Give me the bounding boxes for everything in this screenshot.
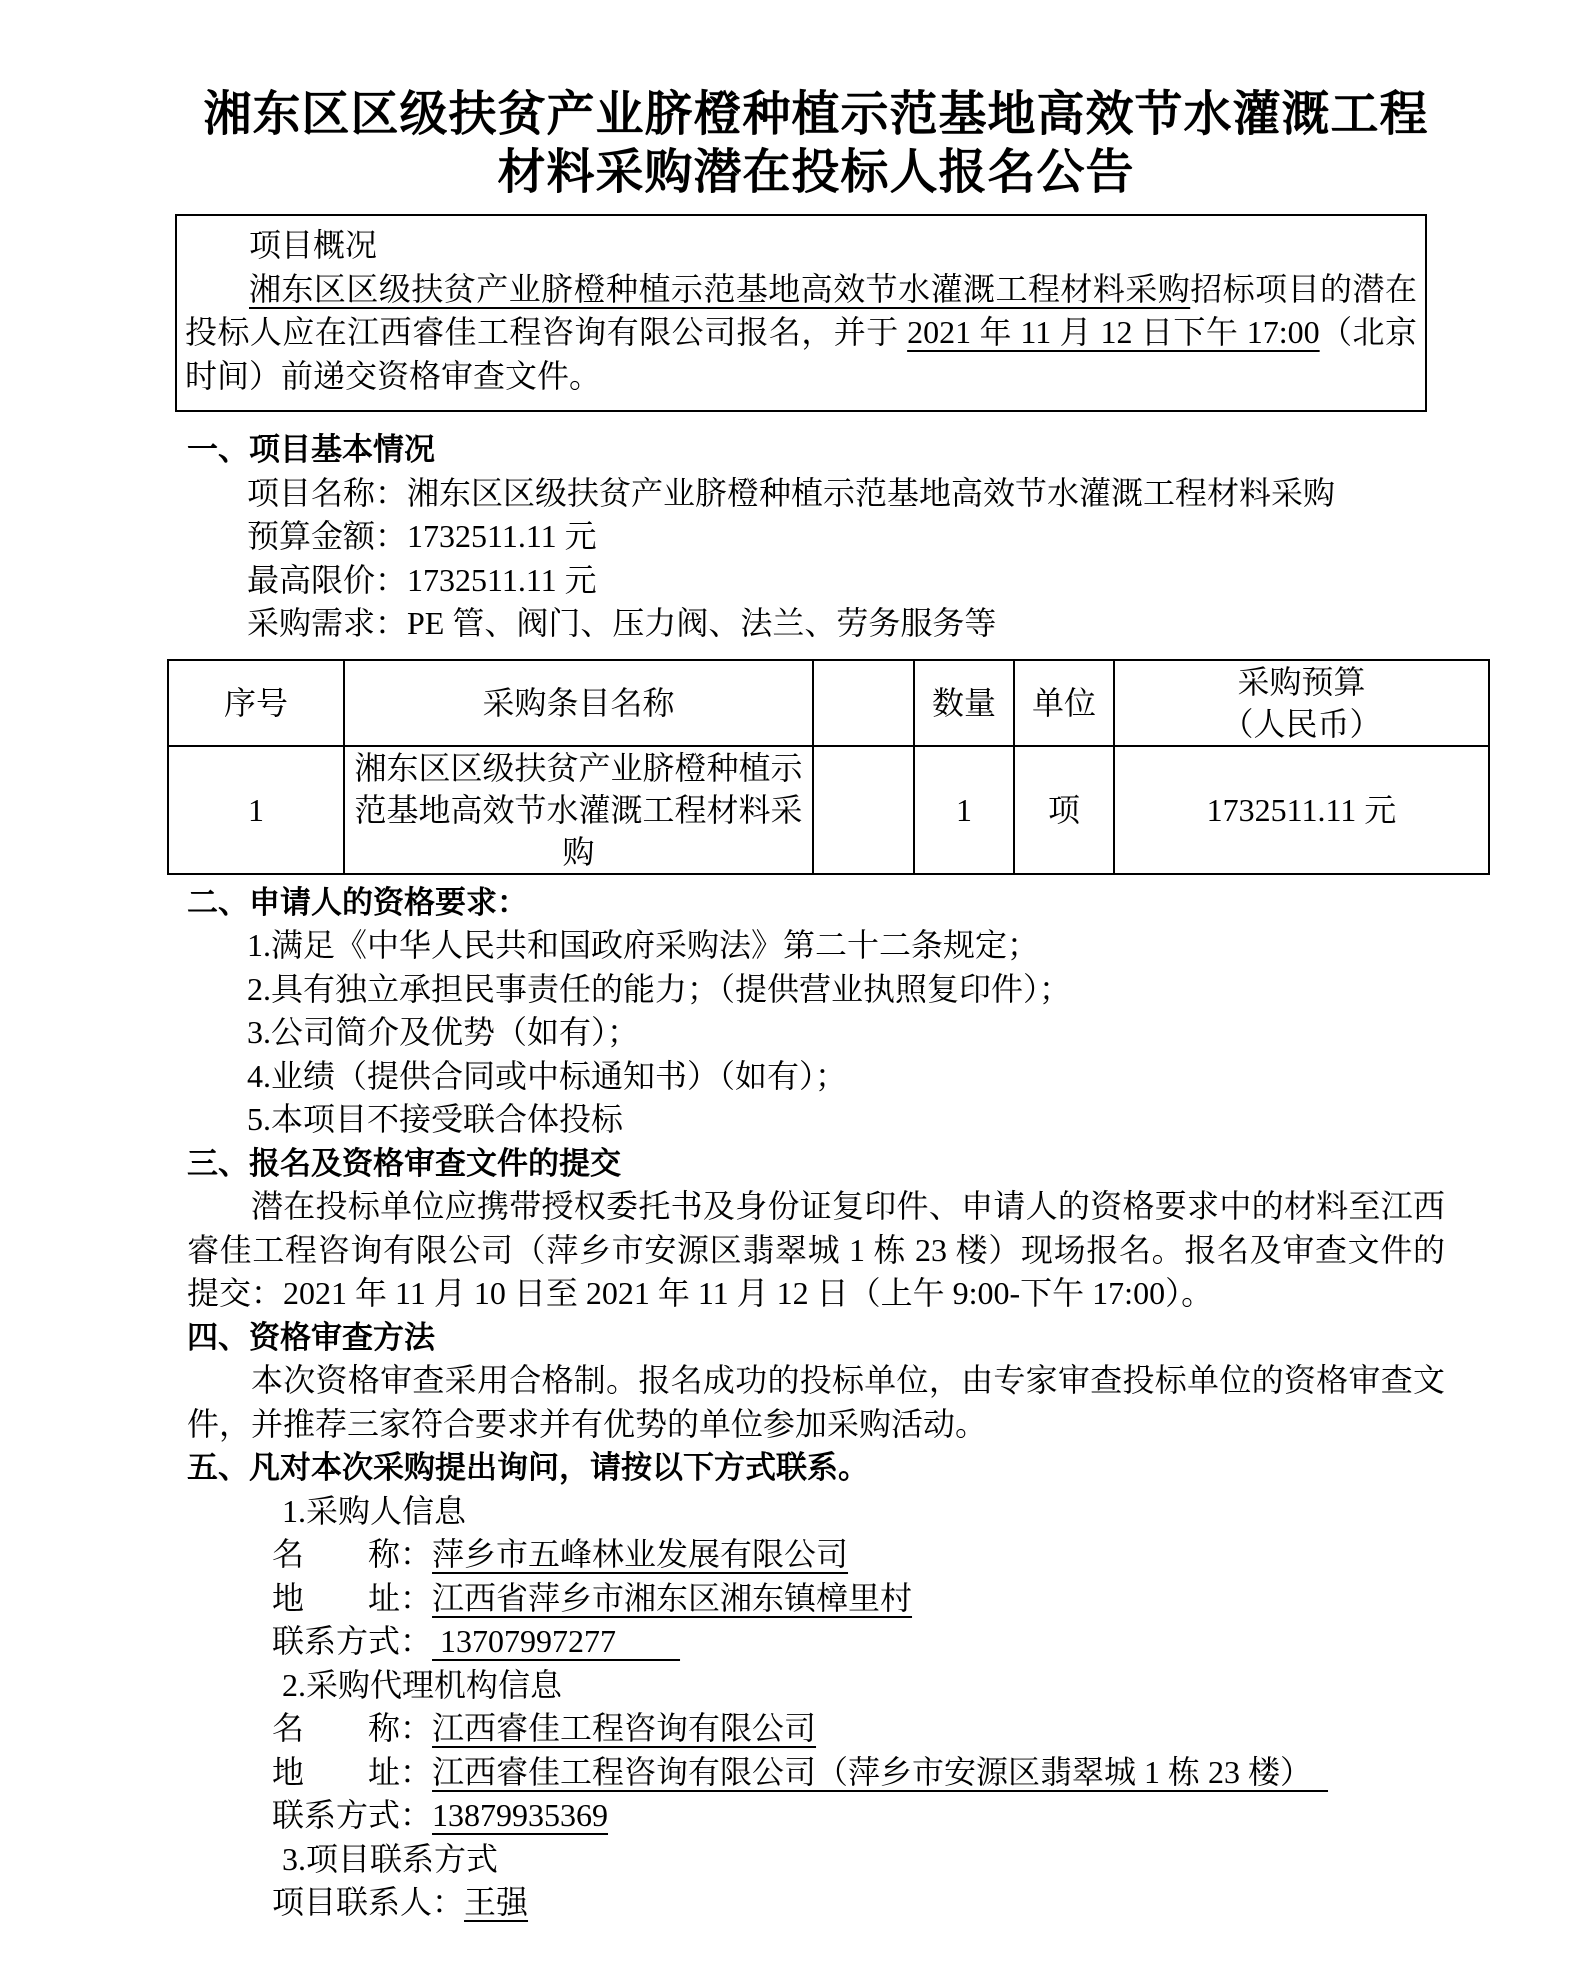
buyer-address-line (187, 1577, 1445, 1621)
header-serial-number: 序号 (168, 660, 344, 746)
agent-phone-label: 联系方式： (272, 1797, 433, 1833)
header-budget-line1: 采购预算 (1237, 663, 1366, 700)
section3-heading: 三、报名及资格审查文件的提交 (187, 1145, 621, 1181)
buyer-address-value: 江西省萍乡市湘东区湘东镇樟里村 (432, 1579, 913, 1616)
agent-phone-value: 13879935369 (432, 1797, 609, 1833)
page-title-line1: 湘东区区级扶贫产业脐橙种植示范基地高效节水灌溉工程 (203, 88, 1429, 141)
qualification-item-5: 5.本项目不接受联合体投标 (247, 1101, 624, 1137)
header-budget (1114, 660, 1489, 746)
agent-name-value: 江西睿佳工程咨询有限公司 (432, 1710, 817, 1746)
project-contact-subheading: 3.项目联系方式 (282, 1840, 499, 1877)
project-contact-line (187, 1881, 1445, 1925)
qualification-item-2: 2.具有独立承担民事责任的能力；（提供营业执照复印件）； (247, 970, 1072, 1007)
cell-unit: 项 (1014, 746, 1114, 874)
overview-paragraph (185, 268, 1417, 399)
max-price-line: 最高限价：1732511.11 元 (247, 561, 597, 598)
budget-amount-line: 预算金额：1732511.11 元 (247, 518, 597, 554)
buyer-address-label: 地 址： (272, 1579, 433, 1616)
procurement-items-table (167, 659, 1490, 875)
agent-phone-line (187, 1794, 1445, 1838)
overview-project-name: 湘东区区级扶贫产业脐橙种植示范基地高效节水灌溉工程材料采购 (249, 270, 1191, 307)
overview-box (175, 214, 1427, 412)
overview-text-1: 招标项目的潜在投标人应在江西睿佳工程咨询有限公司报名，并于 (185, 270, 1417, 350)
buyer-name-line (187, 1533, 1445, 1577)
header-unit: 单位 (1014, 660, 1114, 746)
agent-info-subheading: 2.采购代理机构信息 (282, 1666, 563, 1703)
project-name-line: 项目名称：湘东区区级扶贫产业脐橙种植示范基地高效节水灌溉工程材料采购 (247, 474, 1336, 511)
agent-address-value: 江西睿佳工程咨询有限公司（萍乡市安源区翡翠城 1 栋 23 楼） (432, 1753, 1329, 1790)
agent-name-label: 名 称： (272, 1710, 433, 1746)
section2-heading: 二、申请人的资格要求： (187, 884, 528, 920)
table-row (168, 746, 1489, 874)
project-contact-name: 王强 (464, 1884, 529, 1920)
section4-heading: 四、资格审查方法 (187, 1319, 435, 1355)
cell-item-name: 湘东区区级扶贫产业脐橙种植示范基地高效节水灌溉工程材料采购 (344, 746, 813, 874)
cell-budget: 1732511.11 元 (1114, 746, 1489, 874)
qualification-item-1: 1.满足《中华人民共和国政府采购法》第二十二条规定； (247, 927, 1040, 963)
project-contact-label: 项目联系人： (272, 1884, 465, 1920)
header-empty (813, 660, 914, 746)
header-item-name: 采购条目名称 (344, 660, 813, 746)
overview-heading: 项目概况 (249, 227, 378, 263)
page-title (187, 86, 1445, 202)
overview-deadline: 2021 年 11 月 12 日下午 17:00 (907, 314, 1320, 350)
section5-heading: 五、凡对本次采购提出询问，请按以下方式联系。 (187, 1450, 869, 1485)
buyer-name-label: 名 称： (272, 1536, 433, 1572)
header-budget-line2: （人民币） (1221, 705, 1382, 742)
table-header-row (168, 660, 1489, 746)
buyer-phone-label: 联系方式： (272, 1623, 433, 1659)
qualification-item-4: 4.业绩（提供合同或中标通知书）（如有）； (247, 1057, 848, 1094)
qualification-item-3: 3.公司简介及优势（如有）； (247, 1014, 640, 1050)
header-quantity: 数量 (914, 660, 1014, 746)
buyer-info-subheading: 1.采购人信息 (282, 1492, 467, 1529)
overview-text-2: （北京时间）前递交资格审查文件。 (185, 314, 1417, 394)
buyer-phone-line (187, 1620, 1445, 1664)
section4-paragraph: 本次资格审查采用合格制。报名成功的投标单位，由专家审查投标单位的资格审查文件，并推荐三家符合要求并有优势的单位参加采购活动。 (187, 1362, 1445, 1442)
cell-empty (813, 746, 914, 874)
cell-serial-number: 1 (168, 746, 344, 874)
section1-heading: 一、项目基本情况 (187, 432, 435, 467)
procurement-demand-line: 采购需求：PE 管、阀门、压力阀、法兰、劳务服务等 (247, 605, 997, 641)
agent-address-line (187, 1751, 1445, 1795)
agent-name-line (187, 1707, 1445, 1751)
agent-address-label: 地 址： (272, 1753, 433, 1790)
section3-paragraph: 潜在投标单位应携带授权委托书及身份证复印件、申请人的资格要求中的材料至江西睿佳工程咨询有限公司（萍乡市安源区翡翠城 1 栋 23 楼）现场报名。报名及审查文件的提交：2021 年 11 月 10 日至 2021 年 11 月 12 日（上午 9:00-下午 17:00）。 (187, 1188, 1445, 1311)
buyer-name-value: 萍乡市五峰林业发展有限公司 (432, 1536, 849, 1572)
cell-quantity: 1 (914, 746, 1014, 874)
page-title-line2: 材料采购潜在投标人报名公告 (497, 146, 1135, 199)
buyer-phone-value: 13707997277 (432, 1623, 681, 1659)
